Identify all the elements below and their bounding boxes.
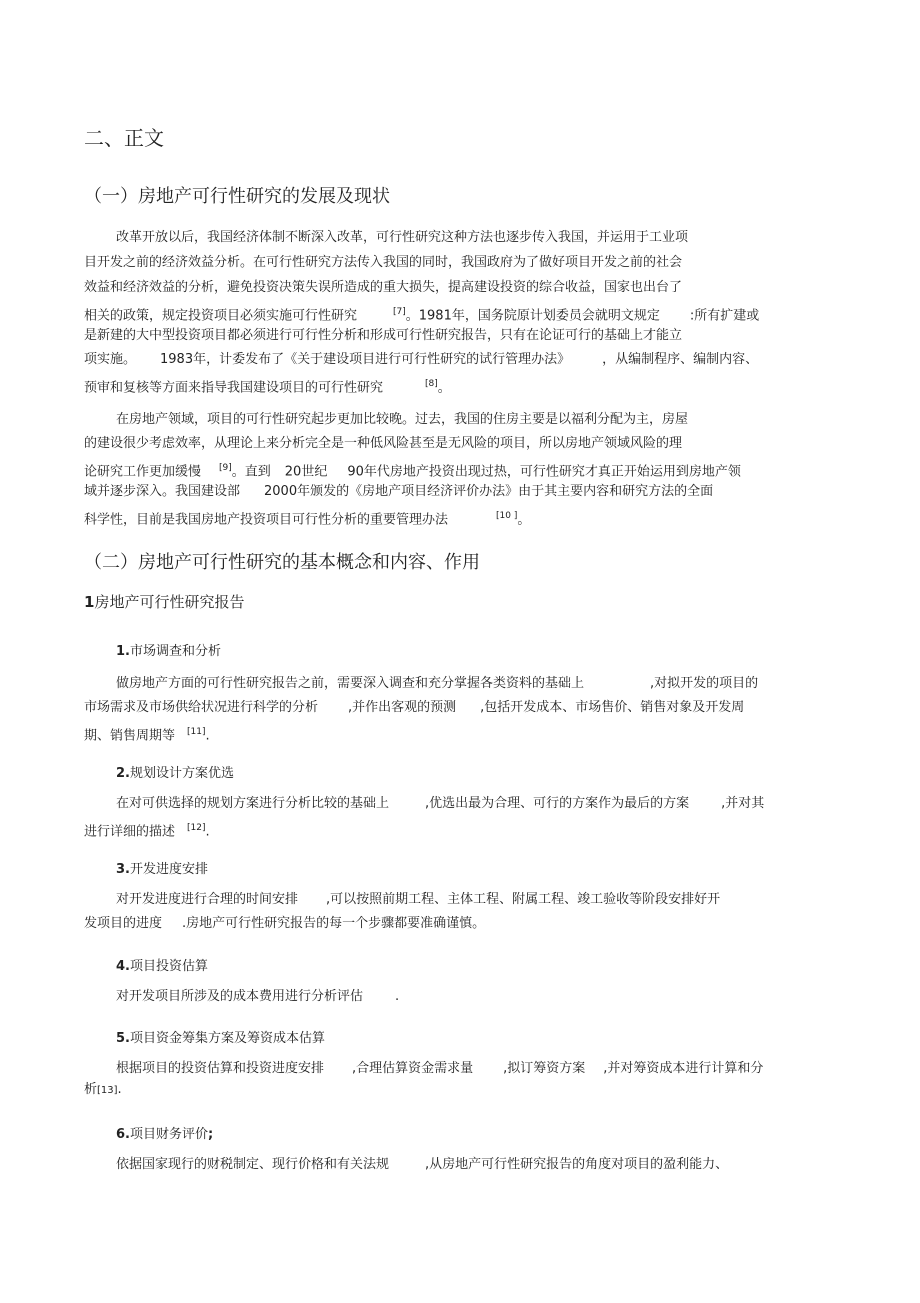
paragraph-line: [84, 460, 741, 480]
citation: [12]: [187, 823, 206, 833]
text-span: .: [205, 728, 210, 744]
item-title: 市场调查和分析: [129, 644, 221, 659]
citation: [8]: [425, 379, 438, 389]
text-span: ,并对筹资成本进行计算和分: [603, 1061, 764, 1076]
text-span: 相关的政策，规定投资项目必须实施可行性研究: [84, 308, 358, 324]
text-span: ,并作出客观的预测: [348, 700, 457, 715]
citation: [9]: [219, 463, 232, 473]
item-heading: [116, 1027, 325, 1046]
text-span: ,优选出最为合理、可行的方案作为最后的方案: [425, 796, 690, 811]
section-2-title: （二）房地产可行性研究的基本概念和内容、作用: [84, 552, 480, 573]
item-number: 3.: [116, 862, 130, 877]
text-span: ,可以按照前期工程、主体工程、附属工程、竣工验收等阶段安排好开: [326, 892, 721, 907]
text-span: 20世纪: [284, 464, 328, 480]
text-span: ,拟订筹资方案: [503, 1061, 586, 1076]
item-heading: [116, 762, 234, 781]
text-span: 。: [517, 512, 531, 528]
paragraph-line: 改革开放以后，我国经济体制不断深入改革，可行性研究这种方法也逐步传入我国，并运用于工业项: [116, 230, 689, 245]
text-span: ,从房地产可行性研究报告的角度对项目的盈利能力、: [425, 1157, 729, 1172]
text-span: ,包括开发成本、市场售价、销售对象及开发周: [480, 700, 745, 715]
text-span: 依据国家现行的财税制定、现行价格和有关法规: [116, 1157, 390, 1172]
paragraph-line: [84, 724, 210, 744]
text-span: 科学性，目前是我国房地产投资项目可行性分析的重要管理办法: [84, 512, 449, 528]
text-span: 。1981年，国务院原计划委员会就明文规定: [405, 308, 660, 324]
paragraph-line: [84, 1082, 122, 1099]
text-span: 论研究工作更加缓慢: [84, 464, 202, 480]
citation: [13]: [97, 1085, 118, 1096]
main-heading: 二、正文: [84, 126, 164, 150]
paragraph-line: [84, 820, 210, 840]
text-span: 市场需求及市场供给状况进行科学的分析: [84, 700, 319, 715]
paragraph-line: [116, 892, 720, 908]
text-span: 。: [437, 380, 451, 396]
citation: [7]: [393, 307, 406, 317]
text-span: ，从编制程序、编制内容、: [602, 352, 759, 367]
text-span: 对开发项目所涉及的成本费用进行分析评估: [116, 989, 364, 1004]
paragraph-line: [116, 1157, 728, 1173]
text-span: 预审和复核等方面来指导我国建设项目的可行性研究: [84, 380, 384, 396]
text-span: .: [117, 1082, 122, 1097]
item-heading: [116, 955, 208, 974]
text-span: ,并对其: [721, 796, 765, 811]
citation: [10 ]: [496, 511, 518, 521]
text-span: .: [205, 824, 210, 840]
text-span: 做房地产方面的可行性研究报告之前，需要深入调查和充分掌握各类资料的基础上: [116, 676, 585, 691]
paragraph-line: [84, 304, 759, 324]
text-span: 90年代房地产投资出现过热，可行性研究才真正开始运用到房地产领: [347, 464, 741, 480]
paragraph-line: [84, 352, 758, 368]
paragraph-line: [116, 1061, 763, 1077]
paragraph-line: 在房地产领域，项目的可行性研究起步更加比较晚。过去，我国的住房主要是以福利分配为主，房屋: [116, 412, 689, 427]
paragraph-line: 效益和经济效益的分析，避免投资决策失误所造成的重大损失，提高建设投资的综合收益，国家也出台了: [84, 280, 683, 295]
subsection-number: 1: [84, 593, 95, 611]
subsection-title: [84, 591, 244, 612]
item-number: 2.: [116, 766, 130, 781]
paragraph-line: 的建设很少考虑效率，从理论上来分析完全是一种低风险甚至是无风险的项目，所以房地产领域风险的理: [84, 436, 683, 451]
item-title: 规划设计方案优选: [129, 766, 234, 781]
item-title: 项目财务评价: [129, 1127, 208, 1142]
item-number: 5.: [116, 1031, 130, 1046]
item-title: 项目投资估算: [129, 959, 208, 974]
text-span: 在对可供选择的规划方案进行分析比较的基础上: [116, 796, 390, 811]
text-span: 2000年颁发的《房地产项目经济评价办法》由于其主要内容和研究方法的全面: [264, 484, 714, 499]
paragraph-line: [116, 989, 399, 1005]
item-number: 4.: [116, 959, 130, 974]
citation: [11]: [187, 727, 206, 737]
text-span: .房地产可行性研究报告的每一个步骤都要准确谨慎。: [182, 916, 486, 931]
paragraph-line: [84, 700, 744, 716]
item-number: 6.: [116, 1127, 130, 1142]
item-title-suffix: ;: [208, 1127, 214, 1142]
text-span: :所有扩建或: [689, 308, 760, 324]
text-span: 析: [84, 1082, 98, 1097]
text-span: 对开发进度进行合理的时间安排: [116, 892, 299, 907]
paragraph-line: 是新建的大中型投资项目都必须进行可行性分析和形成可行性研究报告，只有在论证可行的基础上才能立: [84, 328, 683, 343]
item-number: 1.: [116, 644, 130, 659]
item-heading: [116, 1123, 213, 1142]
text-span: ,对拟开发的项目的: [650, 676, 759, 691]
subsection-label: 房地产可行性研究报告: [94, 593, 245, 611]
text-span: 域并逐步深入。我国建设部: [84, 484, 241, 499]
text-span: 根据项目的投资估算和投资进度安排: [116, 1061, 325, 1076]
paragraph-line: [84, 376, 451, 396]
paragraph-line: [116, 796, 764, 812]
paragraph-line: [84, 916, 485, 932]
text-span: 。直到: [231, 464, 271, 480]
item-title: 开发进度安排: [129, 862, 208, 877]
item-heading: [116, 858, 208, 877]
paragraph-line: [116, 676, 758, 692]
text-span: ,合理估算资金需求量: [352, 1061, 474, 1076]
paragraph-line: [84, 484, 713, 500]
item-heading: [116, 640, 221, 659]
text-span: 期、销售周期等: [84, 728, 176, 744]
paragraph-line: 目开发之前的经济效益分析。在可行性研究方法传入我国的同时，我国政府为了做好项目开发之前的社会: [84, 255, 683, 270]
section-1-title: （一）房地产可行性研究的发展及现状: [84, 186, 390, 207]
text-span: 项实施。: [84, 352, 137, 367]
item-title: 项目资金筹集方案及筹资成本估算: [129, 1031, 325, 1046]
text-span: 1983年，计委发布了《关于建设项目进行可行性研究的试行管理办法》: [160, 352, 571, 367]
text-span: .: [395, 989, 400, 1004]
text-span: 进行详细的描述: [84, 824, 176, 840]
paragraph-line: [84, 508, 530, 528]
text-span: 发项目的进度: [84, 916, 163, 931]
